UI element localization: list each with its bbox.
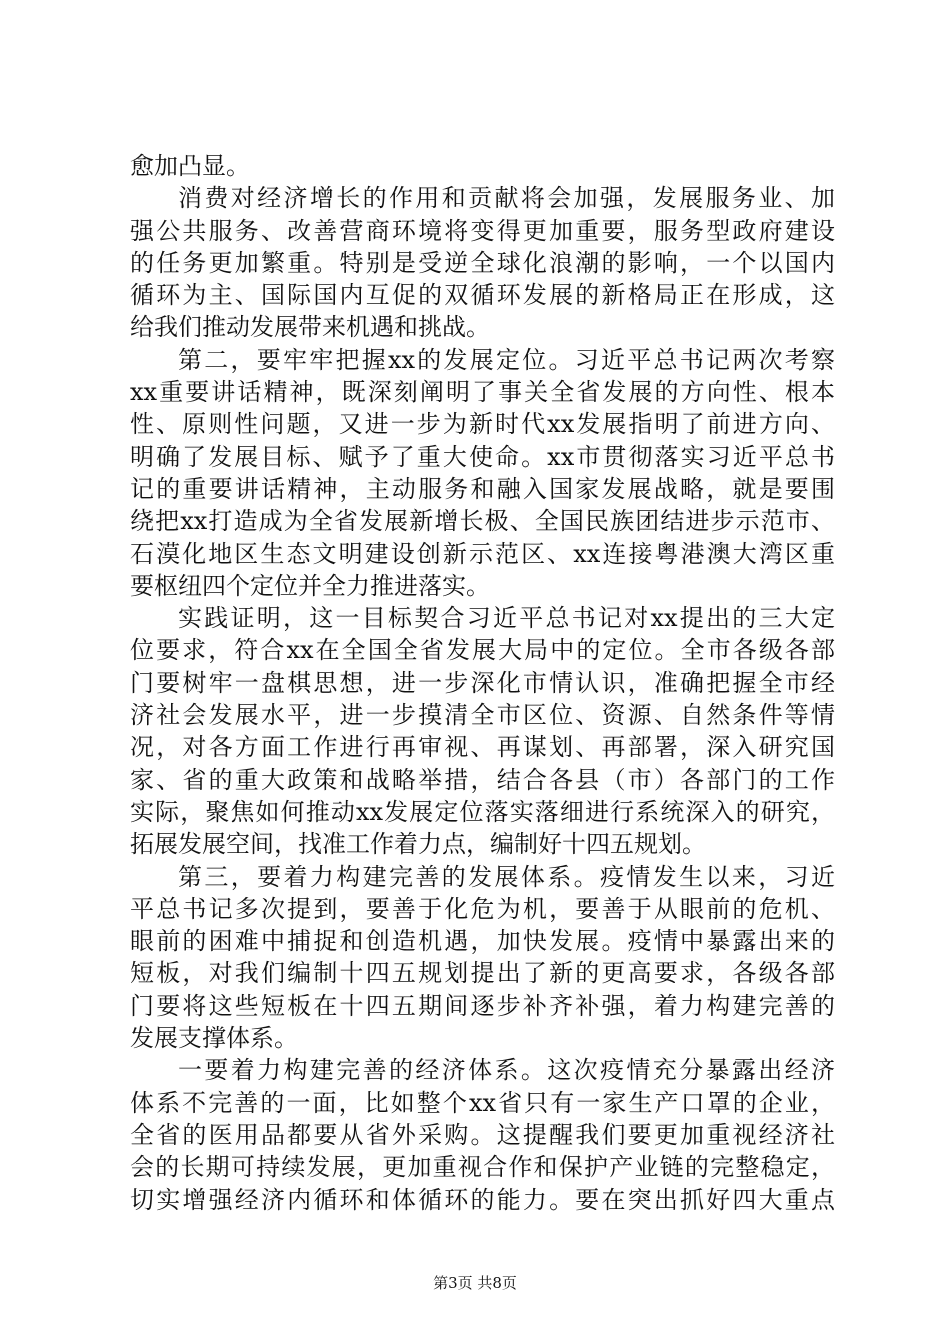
text-line: 短板，对我们编制十四五规划提出了新的更高要求，各级各部 — [130, 959, 835, 988]
text-line: 全省的医用品都要从省外采购。这提醒我们要更加重视经济社 — [130, 1120, 835, 1149]
text-line: 门要将这些短板在十四五期间逐步补齐补强，着力构建完善的 — [130, 991, 835, 1020]
text-line: 平总书记多次提到，要善于化危为机，要善于从眼前的危机、 — [130, 894, 835, 923]
text-line: 况，对各方面工作进行再审视、再谋划、再部署，深入研究国 — [130, 733, 835, 762]
text-line: 明确了发展目标、赋予了重大使命。xx市贯彻落实习近平总书 — [130, 442, 835, 471]
text-line: 性、原则性问题，又进一步为新时代xx发展指明了前进方向、 — [130, 410, 835, 439]
text-line: 消费对经济增长的作用和贡献将会加强，发展服务业、加 — [178, 184, 835, 213]
text-line: 济社会发展水平，进一步摸清全市区位、资源、自然条件等情 — [130, 701, 835, 730]
document-body — [130, 150, 835, 1216]
text-line: 给我们推动发展带来机遇和挑战。 — [130, 313, 490, 342]
text-line: 眼前的困难中捕捉和创造机遇，加快发展。疫情中暴露出来的 — [130, 927, 835, 956]
text-line: 一要着力构建完善的经济体系。这次疫情充分暴露出经济 — [178, 1056, 835, 1085]
text-line: 位要求，符合xx在全国全省发展大局中的定位。全市各级各部 — [130, 636, 835, 665]
text-line: 循环为主、国际国内互促的双循环发展的新格局正在形成，这 — [130, 281, 835, 310]
text-line: 要枢纽四个定位并全力推进落实。 — [130, 571, 490, 600]
text-line: 实际，聚焦如何推动xx发展定位落实落细进行系统深入的研究， — [130, 797, 835, 826]
text-line: 发展支撑体系。 — [130, 1024, 298, 1053]
text-line: 切实增强经济内循环和体循环的能力。要在突出抓好四大重点 — [130, 1185, 835, 1214]
text-line: 记的重要讲话精神，主动服务和融入国家发展战略，就是要围 — [130, 474, 835, 503]
text-line: 的任务更加繁重。特别是受逆全球化浪潮的影响，一个以国内 — [130, 248, 835, 277]
text-line: 会的长期可持续发展，更加重视合作和保护产业链的完整稳定， — [130, 1153, 835, 1182]
text-line: 第二，要牢牢把握xx的发展定位。习近平总书记两次考察 — [178, 345, 835, 374]
text-line: 强公共服务、改善营商环境将变得更加重要，服务型政府建设 — [130, 216, 835, 245]
text-line: 石漠化地区生态文明建设创新示范区、xx连接粤港澳大湾区重 — [130, 539, 835, 568]
text-line: 实践证明，这一目标契合习近平总书记对xx提出的三大定 — [178, 604, 835, 633]
text-line: 绕把xx打造成为全省发展新增长极、全国民族团结进步示范市、 — [130, 507, 835, 536]
text-line: 第三，要着力构建完善的发展体系。疫情发生以来，习近 — [178, 862, 835, 891]
text-line: 体系不完善的一面，比如整个xx省只有一家生产口罩的企业， — [130, 1088, 835, 1117]
text-line: 愈加凸显。 — [130, 152, 250, 180]
text-line: xx重要讲话精神，既深刻阐明了事关全省发展的方向性、根本 — [130, 378, 835, 407]
page-footer: 第3页 共8页 — [433, 1274, 517, 1292]
text-line: 门要树牢一盘棋思想，进一步深化市情认识，准确把握全市经 — [130, 668, 835, 697]
text-line: 家、省的重大政策和战略举措，结合各县（市）各部门的工作 — [130, 765, 835, 794]
text-line: 拓展发展空间，找准工作着力点，编制好十四五规划。 — [130, 830, 706, 859]
